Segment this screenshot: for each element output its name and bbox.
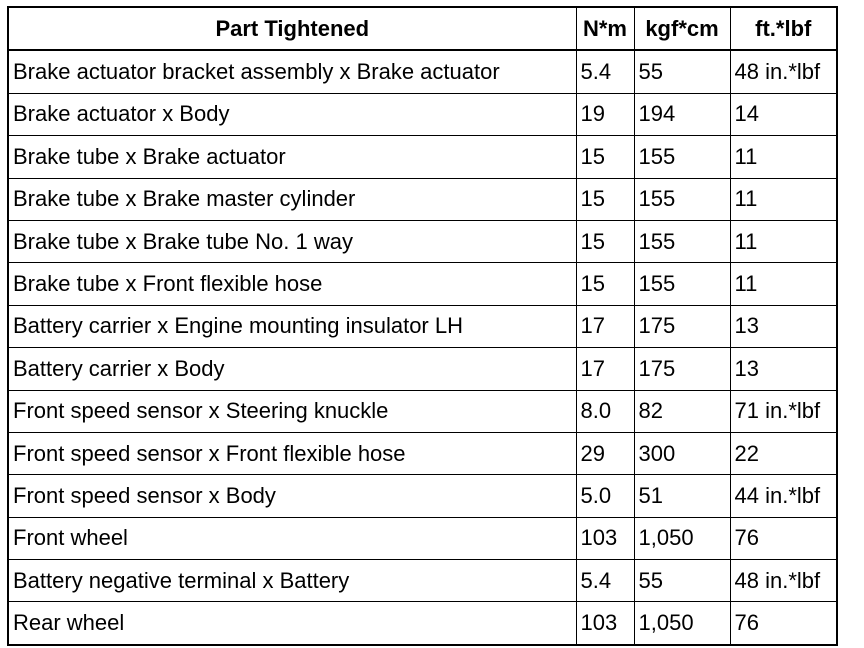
table-row bbox=[8, 475, 837, 517]
cell-ft: 22 bbox=[730, 432, 837, 474]
cell-ft: 13 bbox=[730, 348, 837, 390]
cell-kgf: 51 bbox=[634, 475, 730, 517]
cell-nm: 103 bbox=[576, 602, 634, 645]
cell-ft: 11 bbox=[730, 263, 837, 305]
cell-part: Front wheel bbox=[8, 517, 576, 559]
cell-kgf: 55 bbox=[634, 560, 730, 602]
cell-kgf: 155 bbox=[634, 178, 730, 220]
cell-ft: 48 in.*lbf bbox=[730, 560, 837, 602]
cell-nm: 15 bbox=[576, 178, 634, 220]
torque-specification-table bbox=[7, 6, 838, 646]
cell-kgf: 1,050 bbox=[634, 602, 730, 645]
cell-nm: 5.4 bbox=[576, 50, 634, 93]
cell-part: Brake tube x Brake actuator bbox=[8, 136, 576, 178]
cell-part: Brake actuator bracket assembly x Brake actuator bbox=[8, 50, 576, 93]
cell-kgf: 155 bbox=[634, 136, 730, 178]
cell-ft: 71 in.*lbf bbox=[730, 390, 837, 432]
table-row bbox=[8, 560, 837, 602]
table-row bbox=[8, 178, 837, 220]
cell-part: Brake tube x Brake master cylinder bbox=[8, 178, 576, 220]
cell-part: Battery negative terminal x Battery bbox=[8, 560, 576, 602]
header-kgf-cm: kgf*cm bbox=[634, 7, 730, 50]
header-row bbox=[8, 7, 837, 50]
cell-nm: 5.0 bbox=[576, 475, 634, 517]
cell-ft: 48 in.*lbf bbox=[730, 50, 837, 93]
cell-kgf: 175 bbox=[634, 348, 730, 390]
cell-ft: 13 bbox=[730, 305, 837, 347]
header-part-tightened: Part Tightened bbox=[8, 7, 576, 50]
cell-kgf: 82 bbox=[634, 390, 730, 432]
table-row bbox=[8, 305, 837, 347]
header-ft-lbf: ft.*lbf bbox=[730, 7, 837, 50]
cell-nm: 8.0 bbox=[576, 390, 634, 432]
cell-nm: 19 bbox=[576, 93, 634, 135]
cell-part: Front speed sensor x Front flexible hose bbox=[8, 432, 576, 474]
cell-ft: 76 bbox=[730, 517, 837, 559]
cell-ft: 14 bbox=[730, 93, 837, 135]
table-row bbox=[8, 220, 837, 262]
cell-part: Brake tube x Front flexible hose bbox=[8, 263, 576, 305]
cell-kgf: 155 bbox=[634, 220, 730, 262]
table-row bbox=[8, 263, 837, 305]
cell-ft: 76 bbox=[730, 602, 837, 645]
cell-part: Front speed sensor x Body bbox=[8, 475, 576, 517]
cell-part: Front speed sensor x Steering knuckle bbox=[8, 390, 576, 432]
table-row bbox=[8, 93, 837, 135]
table-body bbox=[8, 50, 837, 644]
table-header bbox=[8, 7, 837, 50]
cell-part: Battery carrier x Engine mounting insulator LH bbox=[8, 305, 576, 347]
table-row bbox=[8, 432, 837, 474]
cell-part: Rear wheel bbox=[8, 602, 576, 645]
table-row bbox=[8, 348, 837, 390]
cell-nm: 5.4 bbox=[576, 560, 634, 602]
table-row bbox=[8, 517, 837, 559]
cell-kgf: 300 bbox=[634, 432, 730, 474]
cell-nm: 15 bbox=[576, 220, 634, 262]
cell-nm: 17 bbox=[576, 305, 634, 347]
cell-nm: 15 bbox=[576, 136, 634, 178]
cell-nm: 29 bbox=[576, 432, 634, 474]
table-row bbox=[8, 602, 837, 645]
cell-ft: 11 bbox=[730, 136, 837, 178]
cell-ft: 11 bbox=[730, 220, 837, 262]
cell-part: Brake actuator x Body bbox=[8, 93, 576, 135]
cell-nm: 17 bbox=[576, 348, 634, 390]
cell-kgf: 155 bbox=[634, 263, 730, 305]
table-row bbox=[8, 390, 837, 432]
cell-part: Battery carrier x Body bbox=[8, 348, 576, 390]
cell-ft: 44 in.*lbf bbox=[730, 475, 837, 517]
cell-kgf: 175 bbox=[634, 305, 730, 347]
table-row bbox=[8, 50, 837, 93]
cell-kgf: 1,050 bbox=[634, 517, 730, 559]
cell-part: Brake tube x Brake tube No. 1 way bbox=[8, 220, 576, 262]
cell-nm: 103 bbox=[576, 517, 634, 559]
header-newton-meter: N*m bbox=[576, 7, 634, 50]
cell-kgf: 194 bbox=[634, 93, 730, 135]
cell-nm: 15 bbox=[576, 263, 634, 305]
cell-ft: 11 bbox=[730, 178, 837, 220]
table-row bbox=[8, 136, 837, 178]
cell-kgf: 55 bbox=[634, 50, 730, 93]
